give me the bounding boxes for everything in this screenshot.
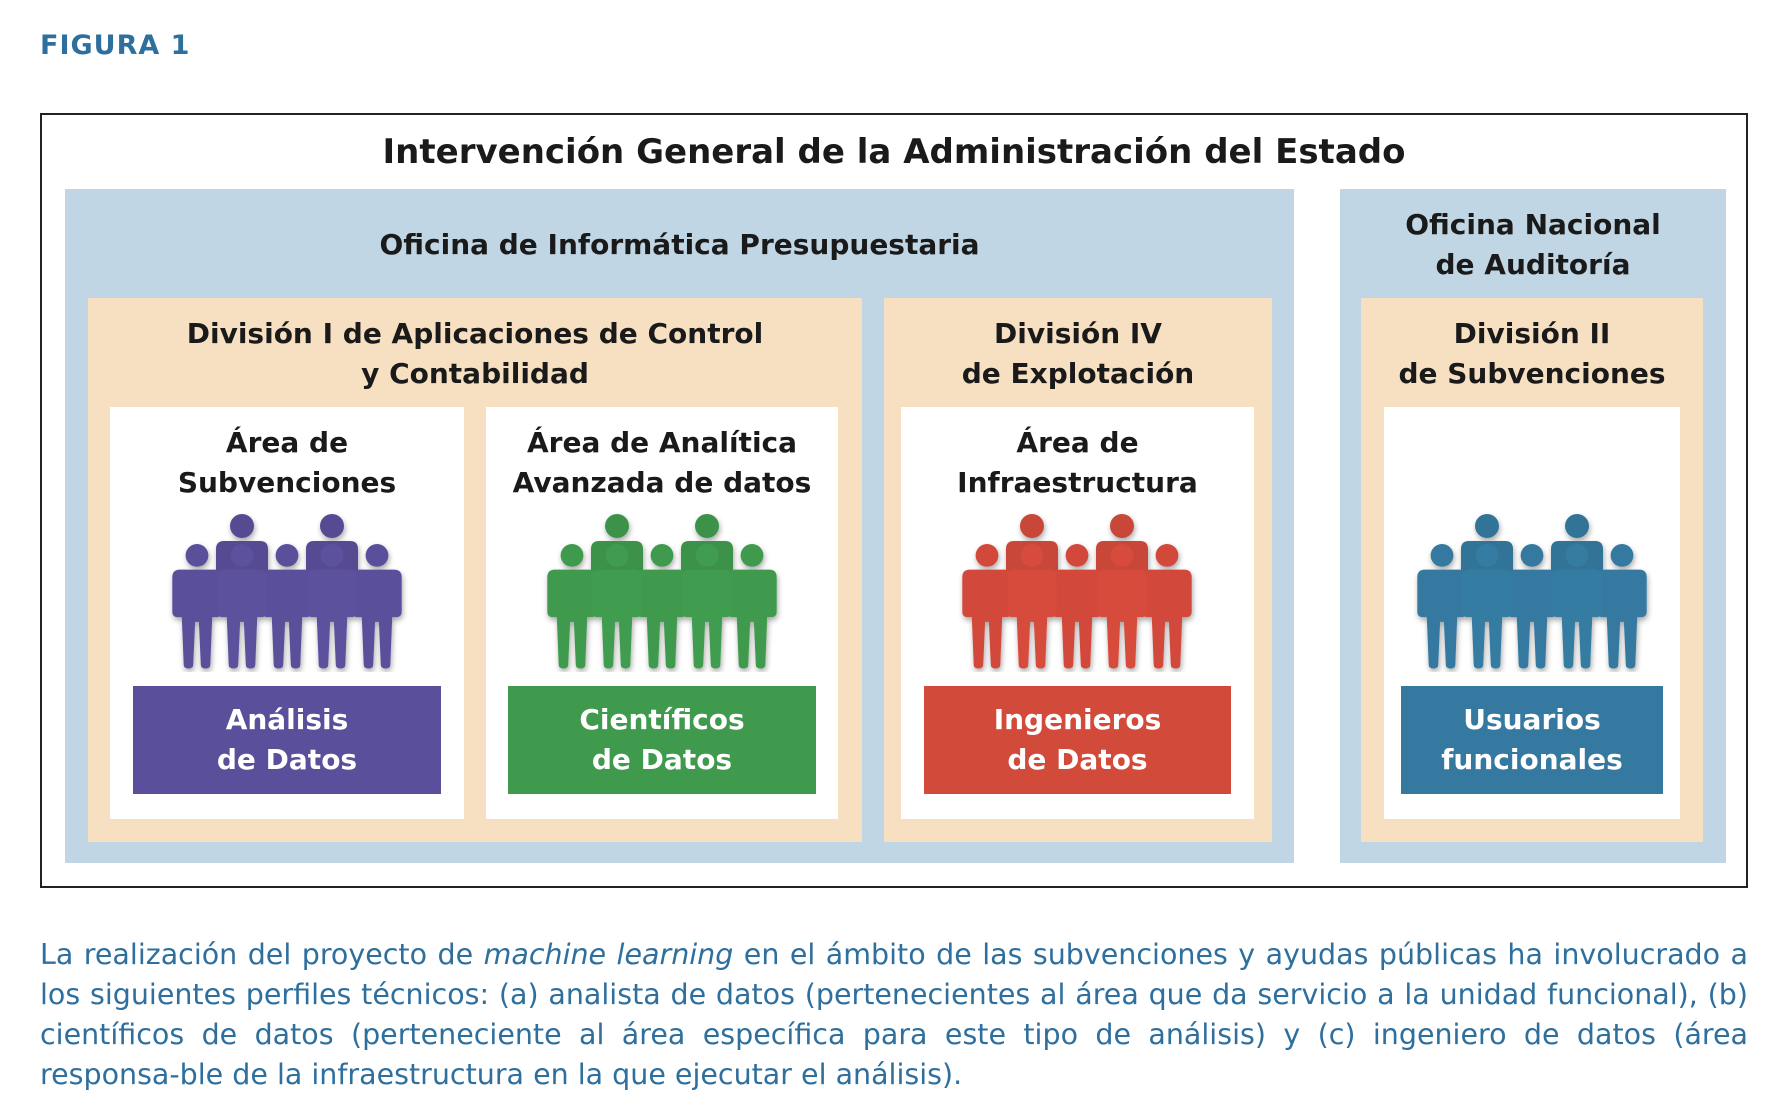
caption-italic: machine learning (483, 938, 734, 971)
people-group-icon-purple (162, 512, 412, 672)
office-ona-title-line2: de Auditoría (1435, 248, 1631, 281)
role-cientificos-line1: Científicos (579, 703, 745, 736)
division-4-title (884, 314, 1272, 394)
figure-label: FIGURA 1 (40, 30, 191, 61)
caption-part1: La realización del proyecto de (40, 938, 484, 971)
role-analisis-de-datos (133, 686, 441, 794)
division-4-title-line1: División IV (994, 317, 1162, 350)
role-analisis-line1: Análisis (225, 703, 349, 736)
office-oip-title: Oficina de Informática Presupuestaria (379, 228, 980, 261)
division-2-title (1361, 314, 1703, 394)
division-4-title-line2: de Explotación (961, 357, 1195, 390)
caption-part2: en el ámbito de las subvenciones y ayudas públicas ha involucrado a los siguientes perfiles técnicos: (a) analista de datos (pertenecientes al área que da servicio a la unidad funcional), (b) científicos de datos (perteneciente al área específica para este tipo de análisis) y (c) ingeniero de datos (área responsa-ble de la infraestructura en la que ejecutar el análisis). (40, 938, 1749, 1091)
role-ingenieros-line2: de Datos (1007, 743, 1148, 776)
role-ingenieros-de-datos (924, 686, 1231, 794)
division-1-title-line2: y Contabilidad (361, 357, 589, 390)
division-2-title-line2: de Subvenciones (1398, 357, 1666, 390)
office-ona-title (1340, 205, 1726, 285)
people-group-icon-teal (1407, 512, 1657, 672)
role-cientificos-de-datos (508, 686, 816, 794)
area-infraestructura-title-line2: Infraestructura (957, 466, 1198, 499)
division-2-title-line1: División II (1453, 317, 1611, 350)
role-usuarios-line2: funcionales (1441, 743, 1623, 776)
area-infraestructura-title-line1: Área de (1016, 426, 1139, 459)
role-analisis-line2: de Datos (216, 743, 358, 776)
area-analitica-title (486, 423, 838, 503)
role-cientificos-line2: de Datos (591, 743, 733, 776)
area-infraestructura-title (901, 423, 1254, 503)
role-usuarios-line1: Usuarios (1463, 703, 1601, 736)
role-ingenieros-line1: Ingenieros (993, 703, 1162, 736)
office-ona-title-line1: Oficina Nacional (1405, 208, 1661, 241)
division-1-title-line1: División I de Aplicaciones de Control (186, 317, 764, 350)
people-group-icon-green (537, 512, 787, 672)
people-group-icon-red (952, 512, 1202, 672)
area-subvenciones-title-line2: Subvenciones (177, 466, 397, 499)
area-subvenciones-title (110, 423, 464, 503)
area-analitica-title-line2: Avanzada de datos (512, 466, 812, 499)
role-usuarios-funcionales (1401, 686, 1663, 794)
area-subvenciones-title-line1: Área de (225, 426, 349, 459)
area-analitica-title-line1: Área de Analítica (526, 426, 798, 459)
main-title: Intervención General de la Administración del Estado (382, 132, 1406, 172)
division-1-title (88, 314, 862, 394)
figure-caption (40, 935, 1748, 1095)
